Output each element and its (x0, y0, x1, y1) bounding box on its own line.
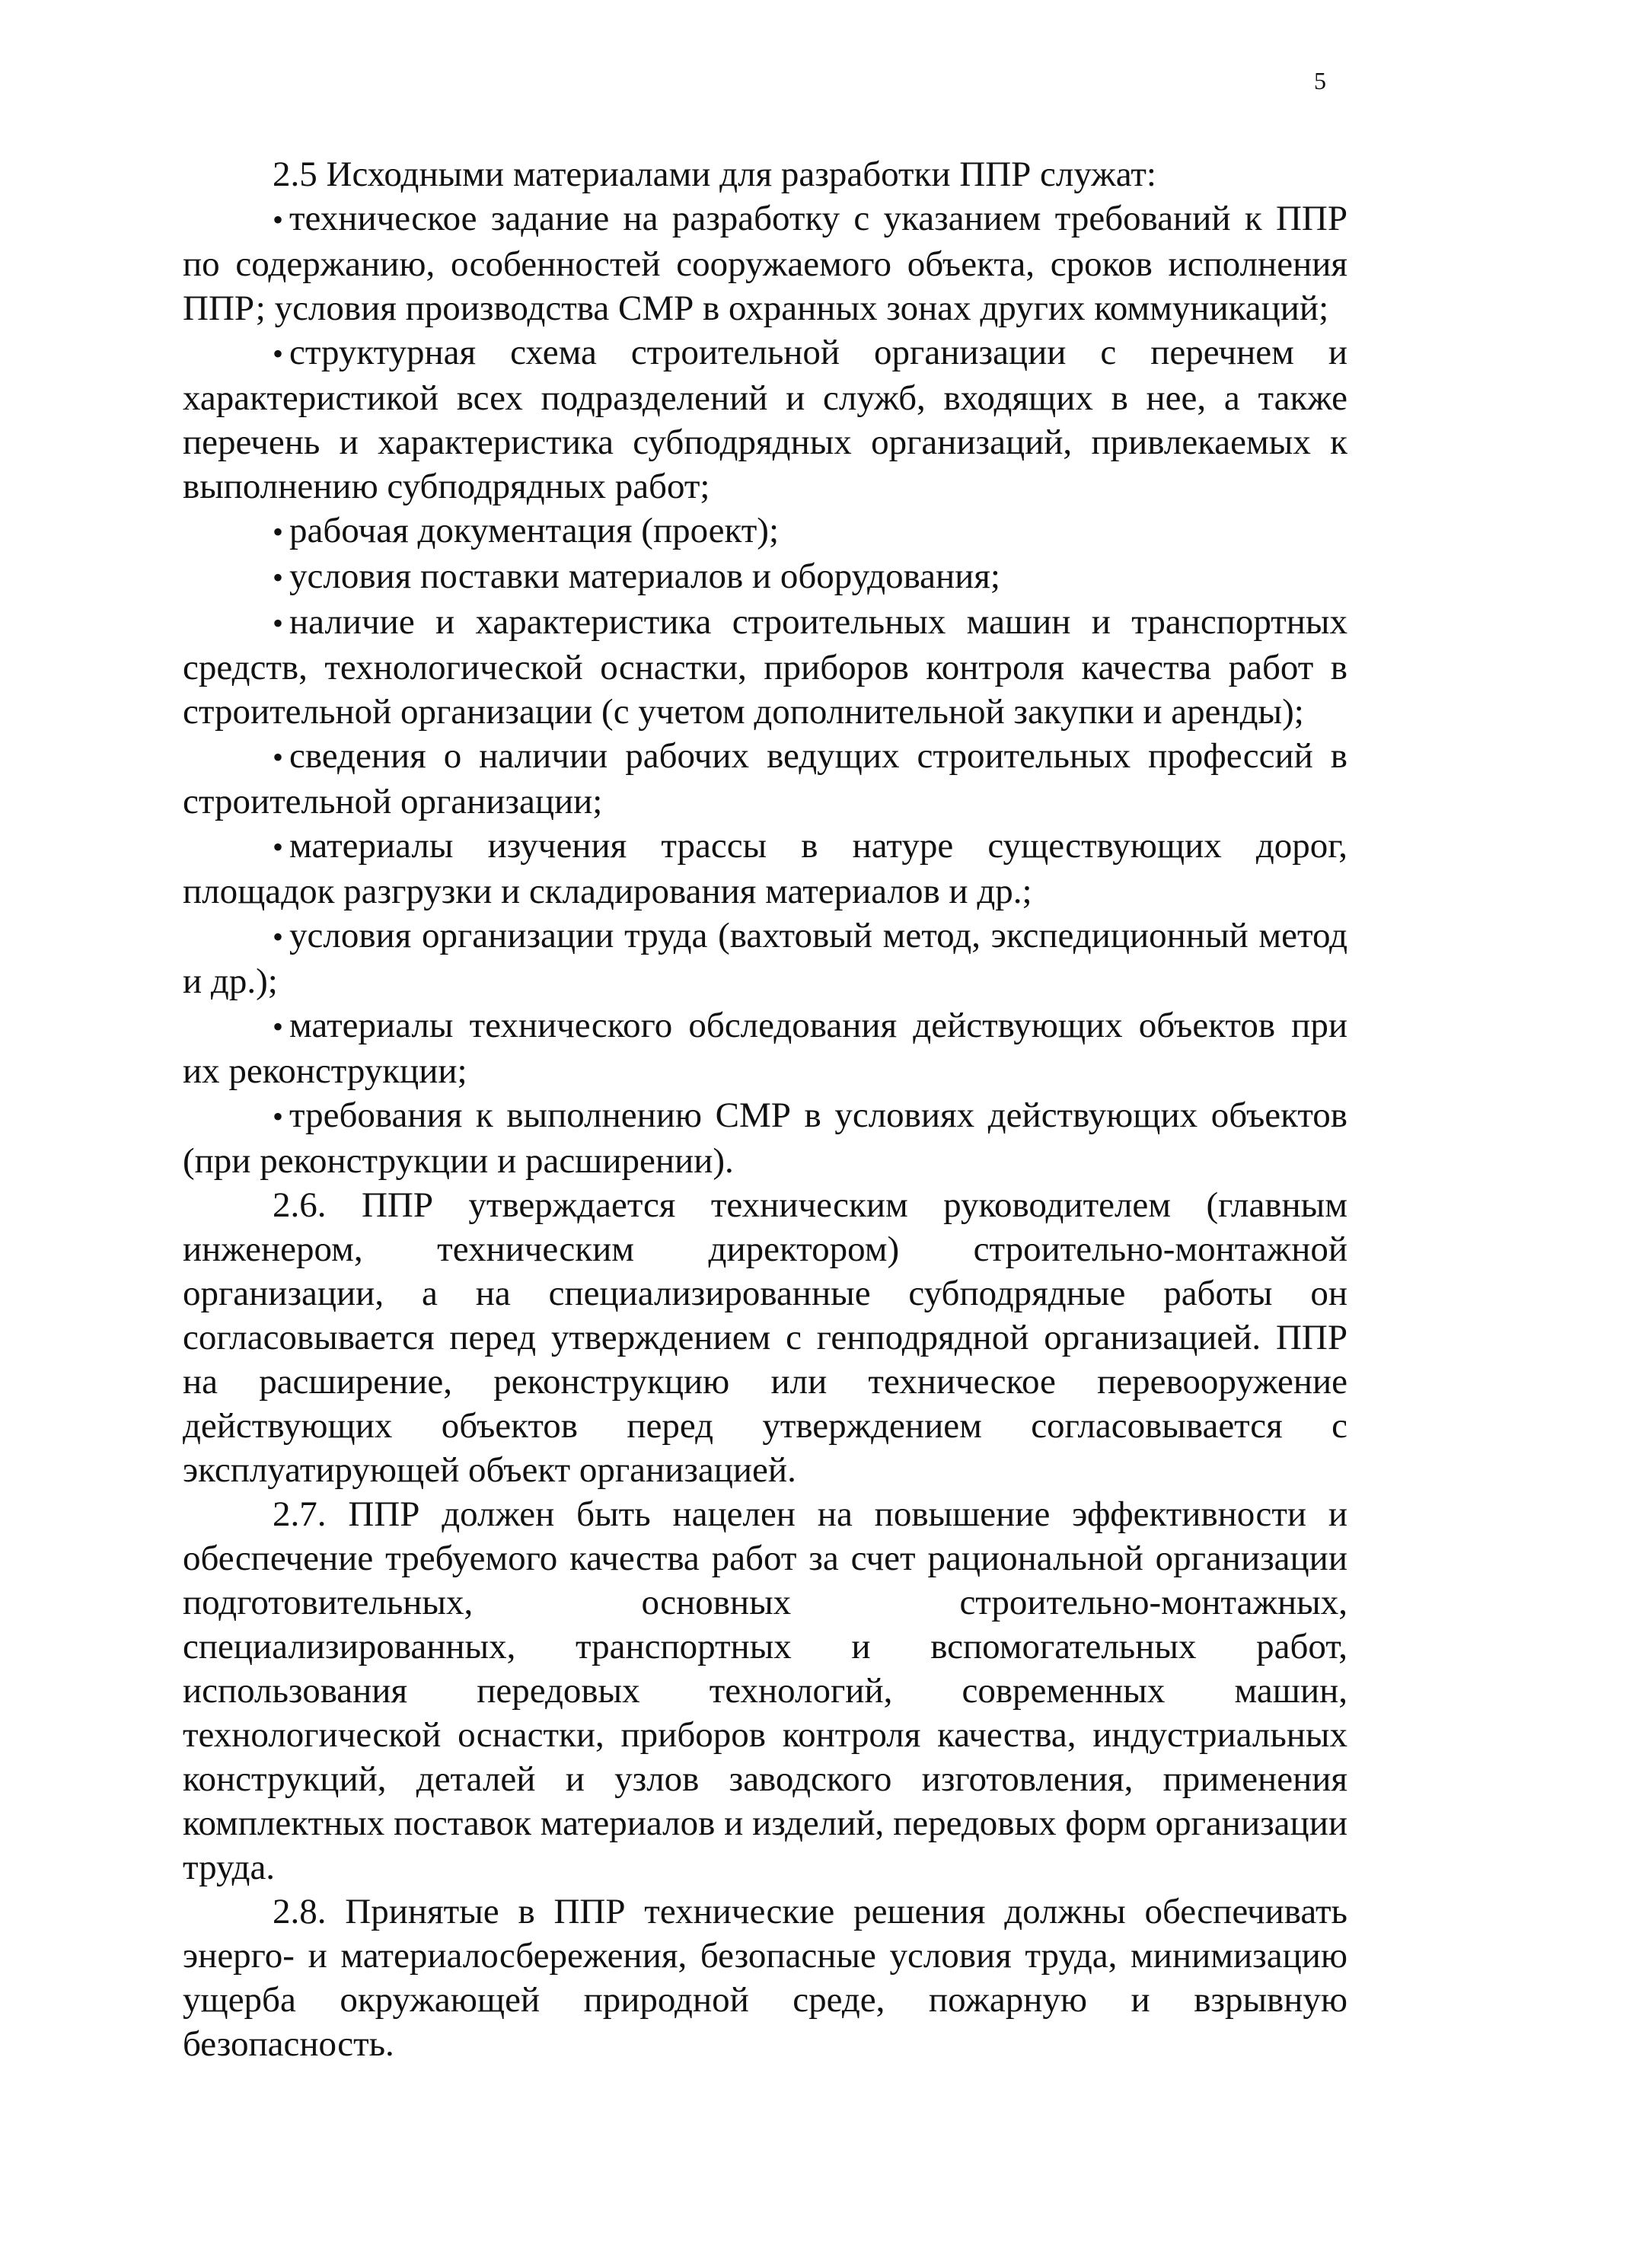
bullet-icon: • (273, 1009, 284, 1044)
list-item (183, 554, 1347, 600)
list-item (183, 1093, 1347, 1183)
document-body (183, 152, 1347, 2066)
list-item (183, 600, 1347, 734)
list-item (183, 330, 1347, 509)
list-item (183, 509, 1347, 554)
list-item (183, 914, 1347, 1003)
source-materials-list (183, 196, 1347, 1183)
section-2-6-paragraph: 2.6. ППР утверждается техническим руководителем (главным инженером, техническим директором) строительно-монтажной организации, а на специализированные субподрядные работы он согласовывается перед утверждением с генподрядной организацией. ППР на расширение, реконструкцию или техническое перевооружение действующих объектов перед утверждением согласовывается с эксплуатирующей объект организацией. (183, 1185, 1347, 1490)
list-item-text: материалы технического обследования действующих объектов при их реконструкции; (183, 1006, 1347, 1091)
list-item (183, 196, 1347, 330)
list-item-text: условия поставки материалов и оборудования; (289, 557, 1000, 596)
list-item-text: сведения о наличии рабочих ведущих строительных профессий в строительной организации; (183, 736, 1347, 821)
list-item (183, 734, 1347, 824)
list-item-text: наличие и характеристика строительных машин и транспортных средств, технологической оснастки, приборов контроля качества работ в строительной организации (с учетом дополнительной закупки и аренды); (183, 602, 1347, 732)
list-item-text: структурная схема строительной организации с перечнем и характеристикой всех подразделений и служб, входящих в нее, а также перечень и характеристика субподрядных организаций, привлекаемых к выполнению субподрядных работ; (183, 333, 1347, 506)
section-2-8-paragraph: 2.8. Принятые в ППР технические решения должны обеспечивать энерго- и материалосбережения, безопасные условия труда, минимизацию ущерба окружающей природной среде, пожарную и взрывную безопасность. (183, 1892, 1347, 2064)
list-item-text: рабочая документация (проект); (289, 511, 780, 550)
bullet-icon: • (273, 203, 284, 237)
bullet-icon: • (273, 336, 284, 371)
list-item (183, 1003, 1347, 1093)
list-item-text: материалы изучения трассы в натуре существующих дорог, площадок разгрузки и складирования материалов и др.; (183, 826, 1347, 911)
list-item-text: требования к выполнению СМР в условиях действующих объектов (при реконструкции и расширении). (183, 1096, 1347, 1181)
list-item-text: техническое задание на разработку с указанием требований к ППР по содержанию, особенностей сооружаемого объекта, сроков исполнения ППР; условия производства СМР в охранных зонах других коммуникаций; (183, 199, 1347, 328)
bullet-icon: • (273, 830, 284, 864)
bullet-icon: • (273, 560, 284, 595)
page-number: 5 (1314, 67, 1326, 94)
bullet-icon: • (273, 740, 284, 774)
list-item-text: условия организации труда (вахтовый метод, экспедиционный метод и др.); (183, 916, 1347, 1001)
list-item (183, 824, 1347, 914)
bullet-icon: • (273, 1099, 284, 1134)
bullet-icon: • (273, 920, 284, 954)
bullet-icon: • (273, 515, 284, 549)
bullet-icon: • (273, 606, 284, 640)
section-2-7-paragraph: 2.7. ППР должен быть нацелен на повышение эффективности и обеспечение требуемого качества работ за счет рациональной организации подготовительных, основных строительно-монтажных, специализированных, транспортных и вспомогательных работ, использования передовых технологий, современных машин, технологической оснастки, приборов контроля качества, индустриальных конструкций, деталей и узлов заводского изготовления, применения комплектных поставок материалов и изделий, передовых форм организации труда. (183, 1494, 1347, 1887)
section-2-5-intro: 2.5 Исходными материалами для разработки ППР служат: (273, 155, 1156, 194)
